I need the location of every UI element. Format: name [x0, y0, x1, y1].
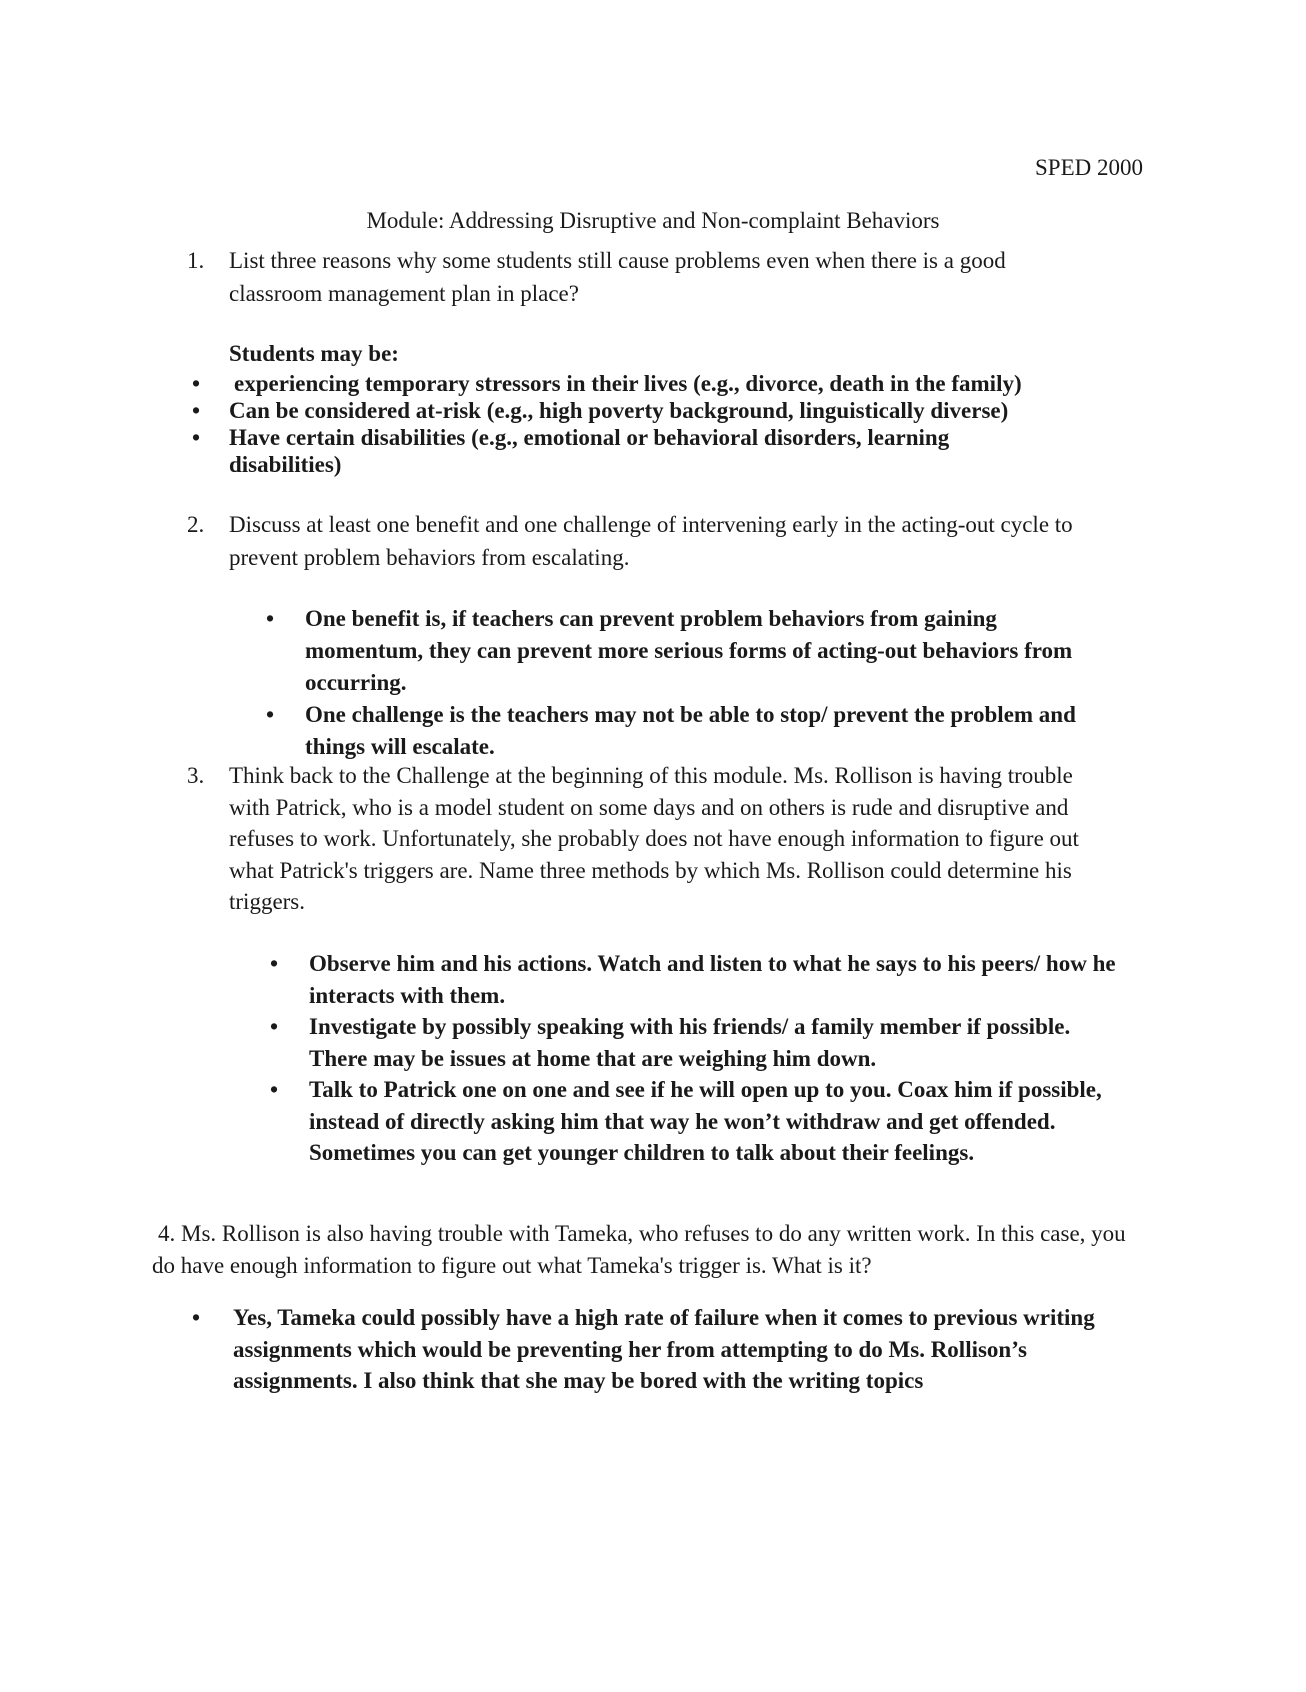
- answer-item: [265, 948, 1130, 1011]
- answer-list-4: [187, 1302, 1122, 1397]
- answer-text: Observe him and his actions. Watch and listen to what he says to his peers/ how he interacts with them.: [309, 951, 1116, 1008]
- answer-item: [260, 603, 1120, 699]
- answer-text: experiencing temporary stressors in their lives (e.g., divorce, death in the family): [234, 371, 1022, 396]
- answer-item: [187, 424, 1092, 478]
- question-text: Ms. Rollison is also having trouble with Tameka, who refuses to do any written work. In this case, you do have enough information to figure out what Tameka's trigger is. What is it?: [152, 1221, 1126, 1278]
- answer-item: [265, 1074, 1130, 1169]
- answer-text: One benefit is, if teachers can prevent problem behaviors from gaining momentum, they can prevent more serious forms of acting-out behaviors from occurring.: [305, 606, 1073, 695]
- course-code: SPED 2000: [1035, 155, 1143, 180]
- question-number: 3.: [187, 763, 205, 788]
- answer-intro: Students may be:: [229, 341, 399, 366]
- question-number: 4.: [158, 1221, 176, 1246]
- bullet-icon: •: [266, 702, 275, 727]
- answer-text: Investigate by possibly speaking with his friends/ a family member if possible. There may be issues at home that are weighing him down.: [309, 1014, 1071, 1071]
- question-text: List three reasons why some students still cause problems even when there is a good classroom management plan in place?: [229, 248, 1006, 306]
- module-title: Module: Addressing Disruptive and Non-complaint Behaviors: [366, 208, 940, 233]
- question-text: Discuss at least one benefit and one challenge of intervening early in the acting-out cycle to prevent problem behaviors from escalating.: [229, 512, 1073, 570]
- answer-item: [187, 370, 1092, 397]
- answer-text: Yes, Tameka could possibly have a high rate of failure when it comes to previous writing assignments which would be preventing her from attempting to do Ms. Rollison’s assignments. I also think that she may be bored with the writing topics: [233, 1305, 1095, 1393]
- bullet-icon: •: [192, 371, 201, 396]
- question-2: [187, 508, 1132, 574]
- bullet-icon: •: [266, 606, 275, 631]
- question-1: [187, 244, 1092, 310]
- question-number: 2.: [187, 512, 205, 537]
- bullet-icon: •: [270, 1014, 279, 1039]
- answer-text: Talk to Patrick one on one and see if he will open up to you. Coax him if possible, instead of directly asking him that way he won’t withdraw and get offended. Sometimes you can get younger children to talk about their feelings.: [309, 1077, 1102, 1165]
- question-3: [187, 760, 1117, 918]
- bullet-icon: •: [192, 398, 201, 423]
- question-4: [152, 1218, 1137, 1282]
- answer-text: Can be considered at-risk (e.g., high poverty background, linguistically diverse): [229, 398, 1009, 423]
- answer-list-3: [265, 948, 1130, 1169]
- question-text: Think back to the Challenge at the beginning of this module. Ms. Rollison is having trouble with Patrick, who is a model student on some days and on others is rude and disruptive and refuses to work. Unfortunately, she probably does not have enough information to figure out what Patrick's triggers are. Name three methods by which Ms. Rollison could determine his triggers.: [229, 763, 1079, 914]
- bullet-icon: •: [192, 425, 201, 450]
- answer-list-1: [187, 370, 1092, 478]
- answer-text: One challenge is the teachers may not be able to stop/ prevent the problem and things will escalate.: [305, 702, 1076, 759]
- answer-list-2: [260, 603, 1120, 763]
- answer-item: [187, 1302, 1122, 1397]
- bullet-icon: •: [192, 1305, 201, 1330]
- bullet-icon: •: [270, 1077, 279, 1102]
- question-number: 1.: [187, 248, 205, 273]
- answer-item: [187, 397, 1092, 424]
- answer-item: [260, 699, 1120, 763]
- answer-text: Have certain disabilities (e.g., emotional or behavioral disorders, learning disabilities): [229, 425, 950, 477]
- bullet-icon: •: [270, 951, 279, 976]
- answer-item: [265, 1011, 1130, 1074]
